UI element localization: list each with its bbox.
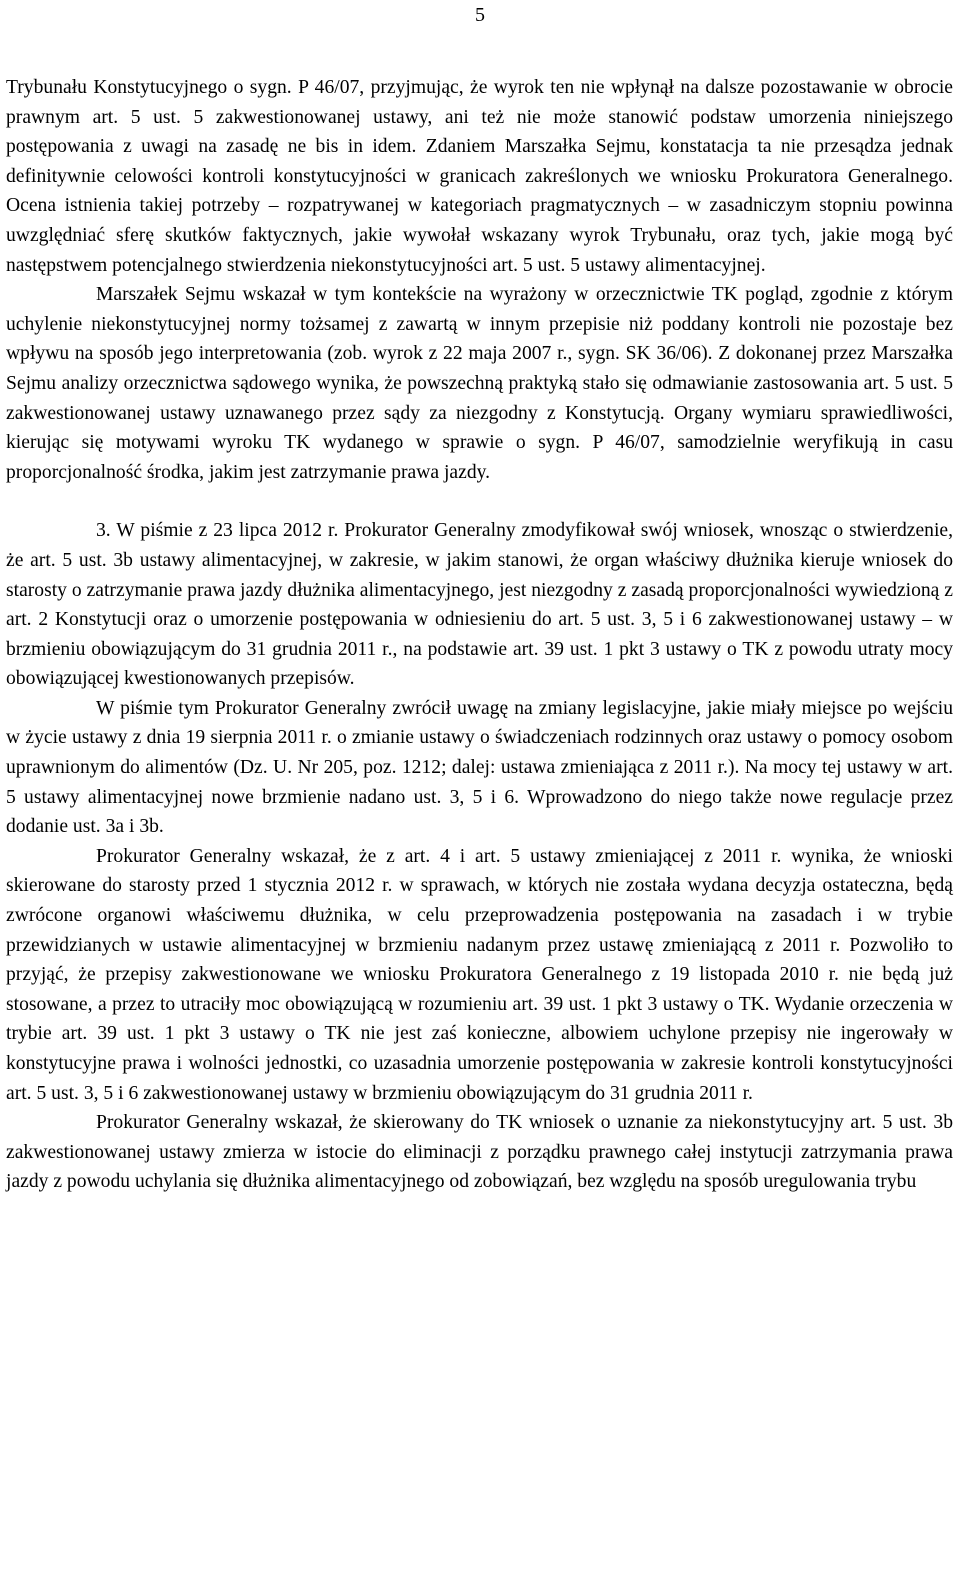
paragraph-marszalek-sejmu: Marszałek Sejmu wskazał w tym kontekście na wyrażony w orzecznictwie TK pogląd, zgodnie z którym uchylenie niekonstytucyjnej normy tożsamej z zawartą w innym przepisie niż poddany kontroli nie pozostaje bez wpływu na sposób jego interpretowania (zob. wyrok z 22 maja 2007 r., sygn. SK 36/06). Z dokonanej przez Marszałka Sejmu analizy orzecznictwa sądowego wynika, że powszechną praktyką stało się odmawianie zastosowania art. 5 ust. 5 zakwestionowanej ustawy uznawanego przez sądy za niezgodny z Konstytucją. Organy wymiaru sprawiedliwości, kierując się motywami wyroku TK wydanego w sprawie o sygn. P 46/07, samodzielnie weryfikują in casu proporcjonalność środka, jakim jest zatrzymanie prawa jazdy. — [6, 284, 953, 483]
paragraph-prokurator-wskazal-1: Prokurator Generalny wskazał, że z art. 4 i art. 5 ustawy zmieniającej z 2011 r. wynika, że wnioski skierowane do starosty przed 1 stycznia 2012 r. w sprawach, w których nie została wydana decyzja ostateczna, będą zwrócone organowi właściwemu dłużnika, w celu przeprowadzenia postępowania na zasadach i w trybie przewidzianych w ustawie alimentacyjnej w brzmieniu nadanym przez ustawę zmieniającą z 2011 r. Pozwoliło to przyjąć, że przepisy zakwestionowane we wniosku Prokuratora Generalnego z 19 listopada 2010 r. nie będą już stosowane, a przez to utraciły moc obowiązującą w rozumieniu art. 39 ust. 1 pkt 3 ustawy o TK. Wydanie orzeczenia w trybie art. 39 ust. 1 pkt 3 ustawy o TK nie jest zaś konieczne, albowiem uchylone przepisy nie ingerowały w konstytucyjne prawa i wolności jednostki, co uzasadnia umorzenie postępowania w zakresie kontroli konstytucyjności art. 5 ust. 3, 5 i 6 zakwestionowanej ustawy w brzmieniu obowiązującym do 31 grudnia 2011 r. — [6, 845, 953, 1104]
document-body — [6, 73, 953, 1197]
paragraph-continuation: Trybunału Konstytucyjnego o sygn. P 46/07, przyjmując, że wyrok ten nie wpłynął na dalsze pozostawanie w obrocie prawnym art. 5 ust. 5 zakwestionowanej ustawy, ani też nie może stanowić podstaw umorzenia niniejszego postępowania z uwagi na zasadę ne bis in idem. Zdaniem Marszałka Sejmu, konstatacja ta nie przesądza jednak definitywnie celowości kontroli konstytucyjności w granicach zakreślonych we wniosku Prokuratora Generalnego. Ocena istnienia takiej potrzeby – rozpatrywanej w kategoriach pragmatycznych – w zasadniczym stopniu powinna uwzględniać sferę skutków faktycznych, jakie wywołał wskazany wyrok Trybunału, oraz tych, jakie mogą być następstwem potencjalnego stwierdzenia niekonstytucyjności art. 5 ust. 5 ustawy alimentacyjnej. — [6, 77, 953, 276]
paragraph-prokurator-wskazal-2: Prokurator Generalny wskazał, że skierowany do TK wniosek o uznanie za niekonstytucyjny art. 5 ust. 3b zakwestionowanej ustawy zmierza w istocie do eliminacji z porządku prawnego całej instytucji zatrzymania prawa jazdy z powodu uchylania się dłużnika alimentacyjnego od zobowiązań, bez względu na sposób uregulowania trybu — [6, 1112, 953, 1193]
page-number: 5 — [475, 4, 485, 26]
paragraph-legislative-changes: W piśmie tym Prokurator Generalny zwrócił uwagę na zmiany legislacyjne, jakie miały miejsce po wejściu w życie ustawy z dnia 19 sierpnia 2011 r. o zmianie ustawy o świadczeniach rodzinnych oraz ustawy o pomocy osobom uprawnionym do alimentów (Dz. U. Nr 205, poz. 1212; dalej: ustawa zmieniająca z 2011 r.). Na mocy tej ustawy w art. 5 ustawy alimentacyjnej nowe brzmienie nadano ust. 3, 5 i 6. Wprowadzono do niego także nowe regulacje przez dodanie ust. 3a i 3b. — [6, 697, 953, 838]
paragraph-section-3: 3. W piśmie z 23 lipca 2012 r. Prokurator Generalny zmodyfikował swój wniosek, wnosząc o stwierdzenie, że art. 5 ust. 3b ustawy alimentacyjnej, w zakresie, w jakim stanowi, że organ właściwy dłużnika kieruje wniosek do starosty o zatrzymanie prawa jazdy dłużnika alimentacyjnego, jest niezgodny z zasadą proporcjonalności wywiedzioną z art. 2 Konstytucji oraz o umorzenie postępowania w odniesieniu do art. 5 ust. 3, 5 i 6 zakwestionowanej ustawy – w brzmieniu obowiązującym do 31 grudnia 2011 r., na podstawie art. 39 ust. 1 pkt 3 ustawy o TK z powodu utraty mocy obowiązującej kwestionowanych przepisów. — [6, 520, 953, 690]
